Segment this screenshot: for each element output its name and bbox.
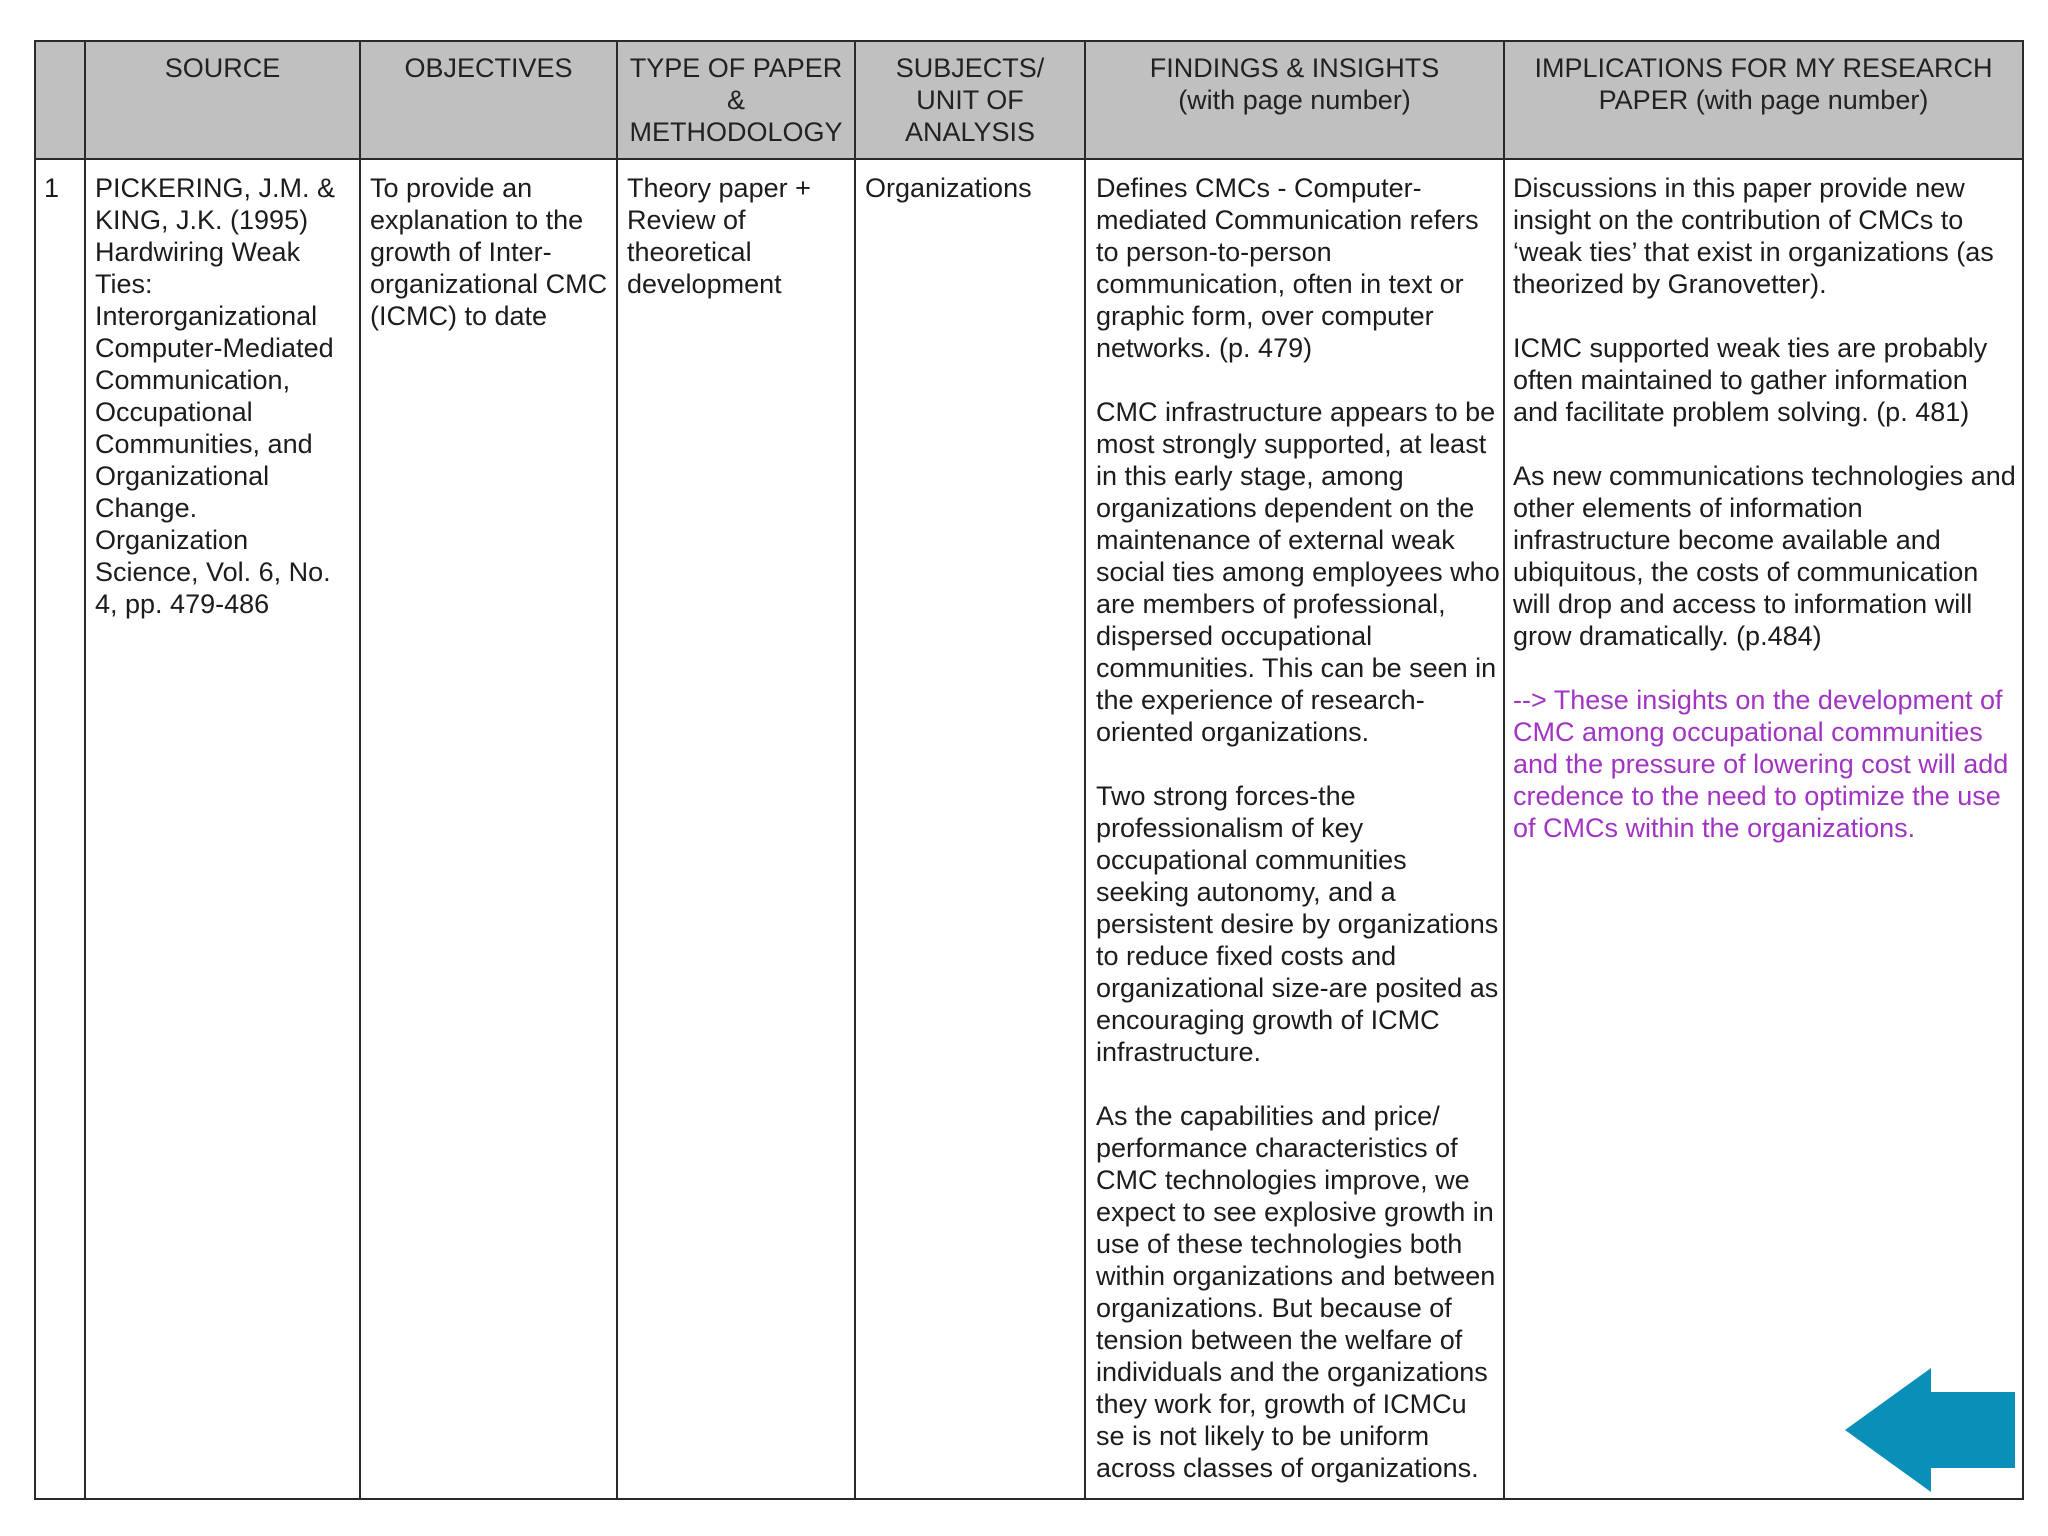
- header-type-methodology: TYPE OF PAPER & METHODOLOGY: [629, 53, 843, 147]
- literature-review-table: [34, 40, 2024, 1500]
- implication-paragraph: As new communications technologies and other elements of information infrastructure become available and ubiquitous, the costs of communication will drop and access to information will grow dramatically. (p.484): [1513, 461, 2016, 651]
- header-objectives: OBJECTIVES: [404, 53, 573, 83]
- column-divider: [616, 42, 618, 1498]
- implication-paragraph: Discussions in this paper provide new insight on the contribution of CMCs to ‘weak ties’ that exist in organizations (as theorized by Granovetter).: [1513, 173, 1994, 299]
- type-cell: Theory paper + Review of theoretical development: [627, 173, 811, 299]
- header-subjects: SUBJECTS/ UNIT OF ANALYSIS: [895, 53, 1045, 147]
- finding-paragraph: Defines CMCs - Computer-mediated Communication refers to person-to-person communication, often in text or graphic form, over computer networks. (p. 479): [1096, 173, 1479, 363]
- row-number: 1: [44, 173, 60, 203]
- column-divider: [1503, 42, 1505, 1498]
- finding-paragraph: CMC infrastructure appears to be most strongly supported, at least in this early stage, among organizations dependent on the maintenance of external weak social ties among employees who are members of professional, dispersed occupational communities. This can be seen in the experience of research-oriented organizations.: [1096, 397, 1500, 747]
- finding-paragraph: As the capabilities and price/ performance characteristics of CMC technologies improve, we expect to see explosive growth in use of these technologies both within organizations and between organizations. But because of tension between the welfare of individuals and the organizations they work for, growth of ICMCu se is not likely to be uniform across classes of organizations.: [1096, 1101, 1496, 1483]
- column-divider: [84, 42, 86, 1498]
- header-findings: FINDINGS & INSIGHTS (with page number): [1149, 53, 1440, 115]
- column-divider: [1084, 42, 1086, 1498]
- implication-paragraph: ICMC supported weak ties are probably often maintained to gather information and facilitate problem solving. (p. 481): [1513, 333, 1988, 427]
- column-divider: [359, 42, 361, 1498]
- finding-paragraph: Two strong forces-the professionalism of key occupational communities seeking autonomy, and a persistent desire by organizations to reduce fixed costs and organizational size-are posited as encouraging growth of ICMC infrastructure.: [1096, 781, 1499, 1067]
- findings-cell: [1096, 172, 1500, 1484]
- implication-note: --> These insights on the development of CMC among occupational communities and the pressure of lowering cost will add credence to the need to optimize the use of CMCs within the organizations.: [1513, 685, 2009, 843]
- header-implications: IMPLICATIONS FOR MY RESEARCH PAPER (with page number): [1534, 53, 1993, 115]
- objectives-cell: To provide an explanation to the growth of Inter-organizational CMC (ICMC) to date: [370, 173, 608, 331]
- back-arrow-icon[interactable]: [1845, 1368, 2015, 1492]
- column-divider: [854, 42, 856, 1498]
- source-cell: PICKERING, J.M. & KING, J.K. (1995) Hardwiring Weak Ties: Interorganizational Computer-Mediated Communication, Occupational Communities, and Organizational Change. Organization Science, Vol. 6, No. 4, pp. 479-486: [95, 173, 336, 619]
- header-source: SOURCE: [164, 53, 281, 83]
- subjects-cell: Organizations: [865, 173, 1032, 203]
- implications-cell: [1513, 172, 2018, 844]
